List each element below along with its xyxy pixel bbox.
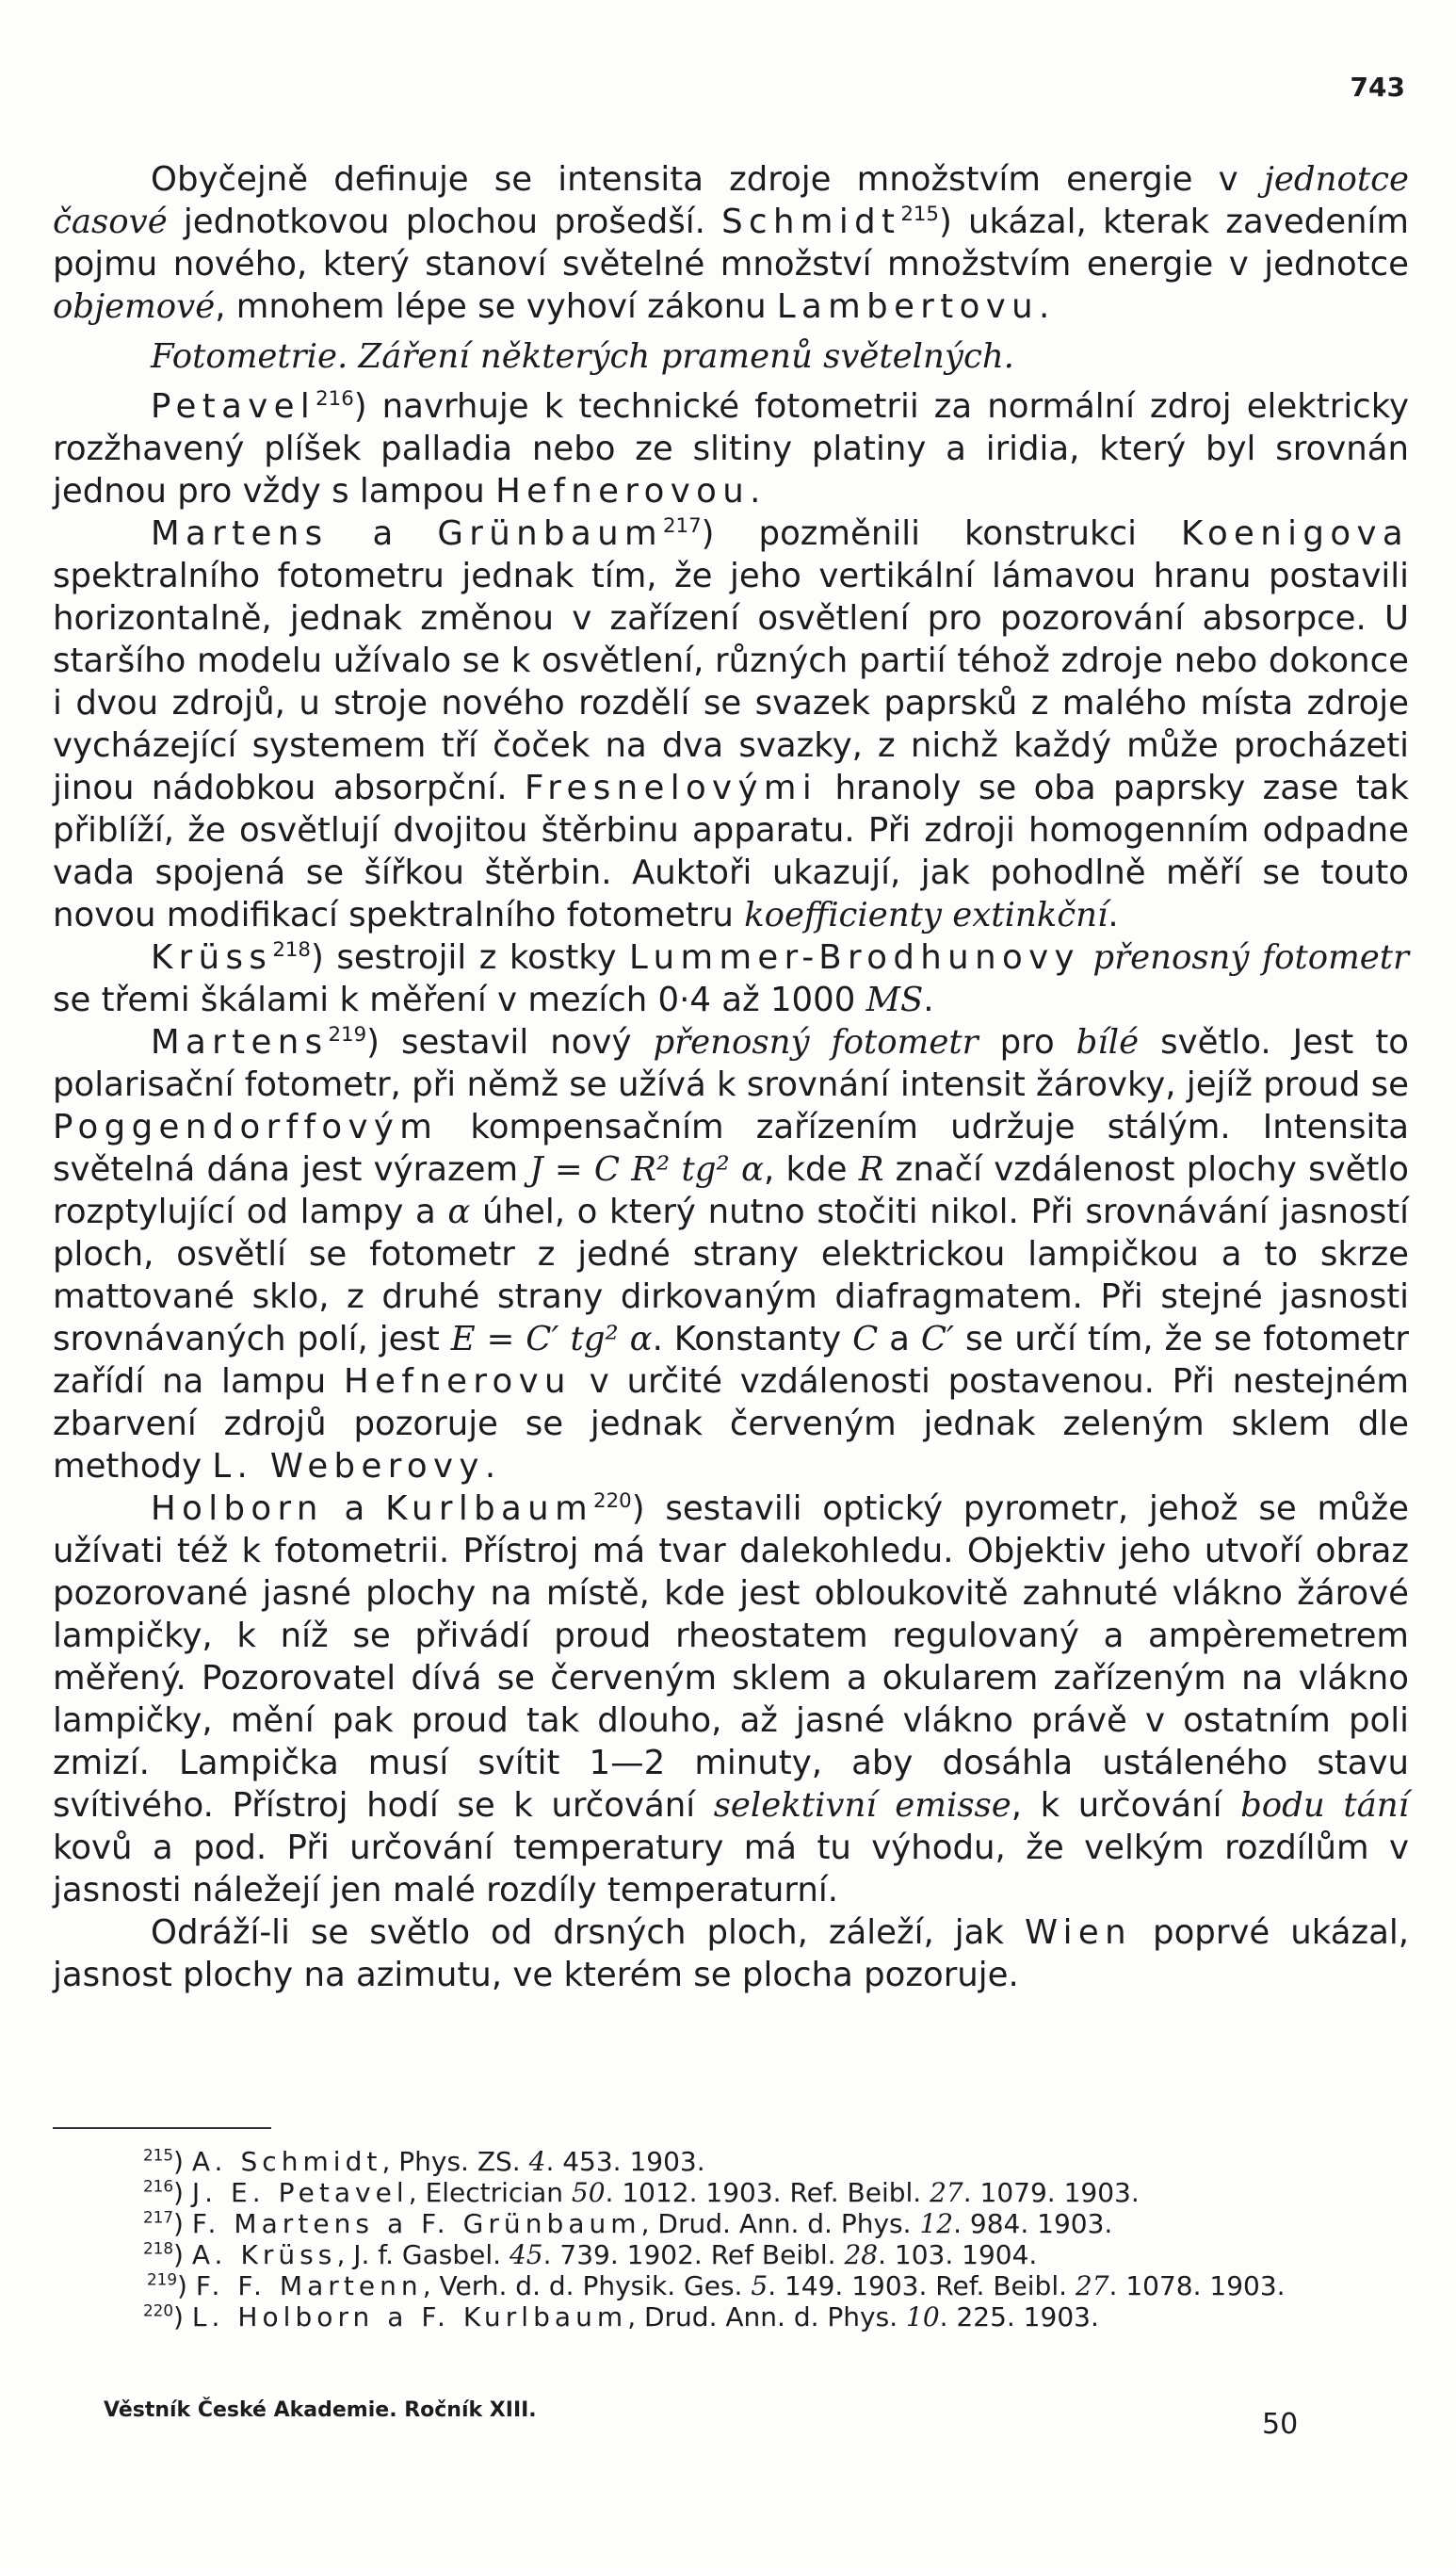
paragraph-3: Martens a Grünbaum$^{217}$) pozměnili konstrukci Koenigova spektralního fotometru jednak tím, že jeho vertikální lámavou hranu postavili horizontalně, jednak změnou v zařízení osvětlení pro pozorování absorpce. U staršího modelu užívalo se k osvětlení, různých partií téhož zdroje nebo dokonce i dvou zdrojů, u stroje nového rozdělí se svazek paprsků z malého místa zdroje vycházející systemem tří čoček na dva svazky, z nichž každý může procházeti jinou nádobkou absorpční. Fresnelovými hranoly se oba paprsky zase tak přiblíží, že osvětlují dvojitou štěrbinu apparatu. Při zdroji homogenním odpadne vada spojená se šířkou štěrbin. Auktoři ukazují, jak pohodlně měří se touto novou modifikací spektralního fotometru koefficienty extinkční. — [53, 514, 1410, 935]
author-name: Grünbaum — [437, 514, 663, 553]
section-heading: Fotometrie. Záření některých pramenů světelných. — [151, 337, 1014, 376]
footnotes — [53, 2146, 1409, 2332]
paragraph-7: Odráží-li se světlo od drsných ploch, záleží, jak Wien poprvé ukázal, jasnost plochy na azimutu, ve kterém se plocha pozoruje. — [53, 1913, 1409, 1994]
footnote: $^{216}$) J. E. Petavel, Electrician 50. 1012. 1903. Ref. Beibl. 27. 1079. 1903. — [143, 2176, 1140, 2208]
author-name: Krüss — [151, 938, 273, 977]
footnote-ref: 219 — [328, 1023, 367, 1048]
author-name: Kurlbaum — [385, 1489, 594, 1528]
footnote-ref: 216 — [315, 387, 354, 412]
author-name: Martens — [151, 1023, 329, 1062]
footnote: $^{218}$) A. Krüss, J. f. Gasbel. 45. 739. 1902. Ref Beibl. 28. 103. 1904. — [143, 2238, 1038, 2270]
paragraph-6: Holborn a Kurlbaum$^{220}$) sestavili optický pyrometr, jehož se může užívati též k fotometrii. Přístroj má tvar dalekohledu. Objektiv jeho utvoří obraz pozorované jasné plochy na místě, kde jest obloukovitě zahnuté vlákno žárové lampičky, k níž se přivádí proud rheostatem regulovaný a ampèremetrem měřený. Pozorovatel dívá se červeným sklem a okularem zařízeným na vlákno lampičky, mění pak proud tak dlouho, až jasné vlákno právě v ostatním poli zmizí. Lampička musí svítit 1—2 minuty, aby dosáhla ustáleného stavu svítivého. Přístroj hodí se k určování selektivní emisse, k určování bodu tání kovů a pod. Při určování temperatury má tu výhodu, že velkým rozdílům v jasnosti náležejí jen malé rozdíly temperaturní. — [53, 1489, 1410, 1910]
sheet-number: 50 — [1262, 2408, 1299, 2441]
footnote: $^{215}$) A. Schmidt, Phys. ZS. 4. 453. 1903. — [143, 2145, 705, 2177]
paragraph-4: Krüss$^{218}$) sestrojil z kostky Lummer-Brodhunovy přenosný fotometr se třemi škálami k měření v mezích 0·4 až 1000 MS. — [53, 938, 1409, 1019]
footnote: $^{220}$) L. Holborn a F. Kurlbaum, Drud. Ann. d. Phys. 10. 225. 1903. — [143, 2300, 1099, 2332]
journal-signature: Věstník České Akademie. Ročník XIII. — [104, 2398, 537, 2422]
author-name: Martens — [151, 514, 329, 553]
footnote-ref: 215 — [900, 203, 939, 227]
author-name: Petavel — [151, 387, 316, 426]
paragraph-2: Petavel$^{216}$) navrhuje k technické fotometrii za normální zdroj elektricky rozžhavený plíšek palladia nebo ze slitiny platiny a iridia, který byl srovnán jednou pro vždy s lampou Hefnerovou. — [53, 387, 1409, 511]
article-body — [53, 158, 1409, 1996]
author-name: Holborn — [151, 1489, 324, 1528]
footnote-ref: 217 — [662, 514, 702, 539]
paragraph-5: Martens$^{219}$) sestavil nový přenosný fotometr pro bílé světlo. Jest to polarisační fotometr, při němž se užívá k srovnání intensit žárovky, jejíž proud se Poggendorffovým kompensačním zařízením udržuje stálým. Intensita světelná dána jest výrazem J = C R² tg² α, kde R značí vzdálenost plochy světlo rozptylující od lampy a α úhel, o který nutno stočiti nikol. Při srovnávání jasností ploch, osvětlí se fotometr z jedné strany elektrickou lampičkou a to skrze mattované sklo, z druhé strany dirkovaným diafragmatem. Při stejné jasnosti srovnávaných polí, jest E = C′ tg² α. Konstanty C a C′ se určí tím, že se fotometr zařídí na lampu Hefnerovu v určité vzdálenosti postavenou. Při nestejném zbarvení zdrojů pozoruje se jednak červeným jednak zeleným sklem dle methody L. Weberovy. — [53, 1023, 1409, 1486]
formula: J = C R² tg² α — [529, 1150, 764, 1189]
footnote: $^{217}$) F. Martens a F. Grünbaum, Drud. Ann. d. Phys. 12. 984. 1903. — [143, 2207, 1113, 2239]
footnote: $^{219}$) F. F. Martenn, Verh. d. d. Physik. Ges. 5. 149. 1903. Ref. Beibl. 27. 1078. 1903. — [147, 2269, 1286, 2301]
author-name: Schmidt — [721, 203, 901, 241]
footnote-ref: 218 — [272, 938, 311, 963]
page-number: 743 — [1350, 72, 1405, 103]
paragraph-1: Obyčejně definuje se intensita zdroje množstvím energie v jednotce časové jednotkovou plochou prošedší. Schmidt$^{215}$) ukázal, kterak zavedením pojmu nového, který stanoví světelné množství množstvím energie v jednotce objemové, mnohem lépe se vyhoví zákonu Lambertovu. — [53, 160, 1409, 326]
formula: E = C′ tg² α — [450, 1320, 653, 1358]
footnote-divider — [53, 2127, 271, 2129]
footnote-ref: 220 — [593, 1489, 632, 1514]
